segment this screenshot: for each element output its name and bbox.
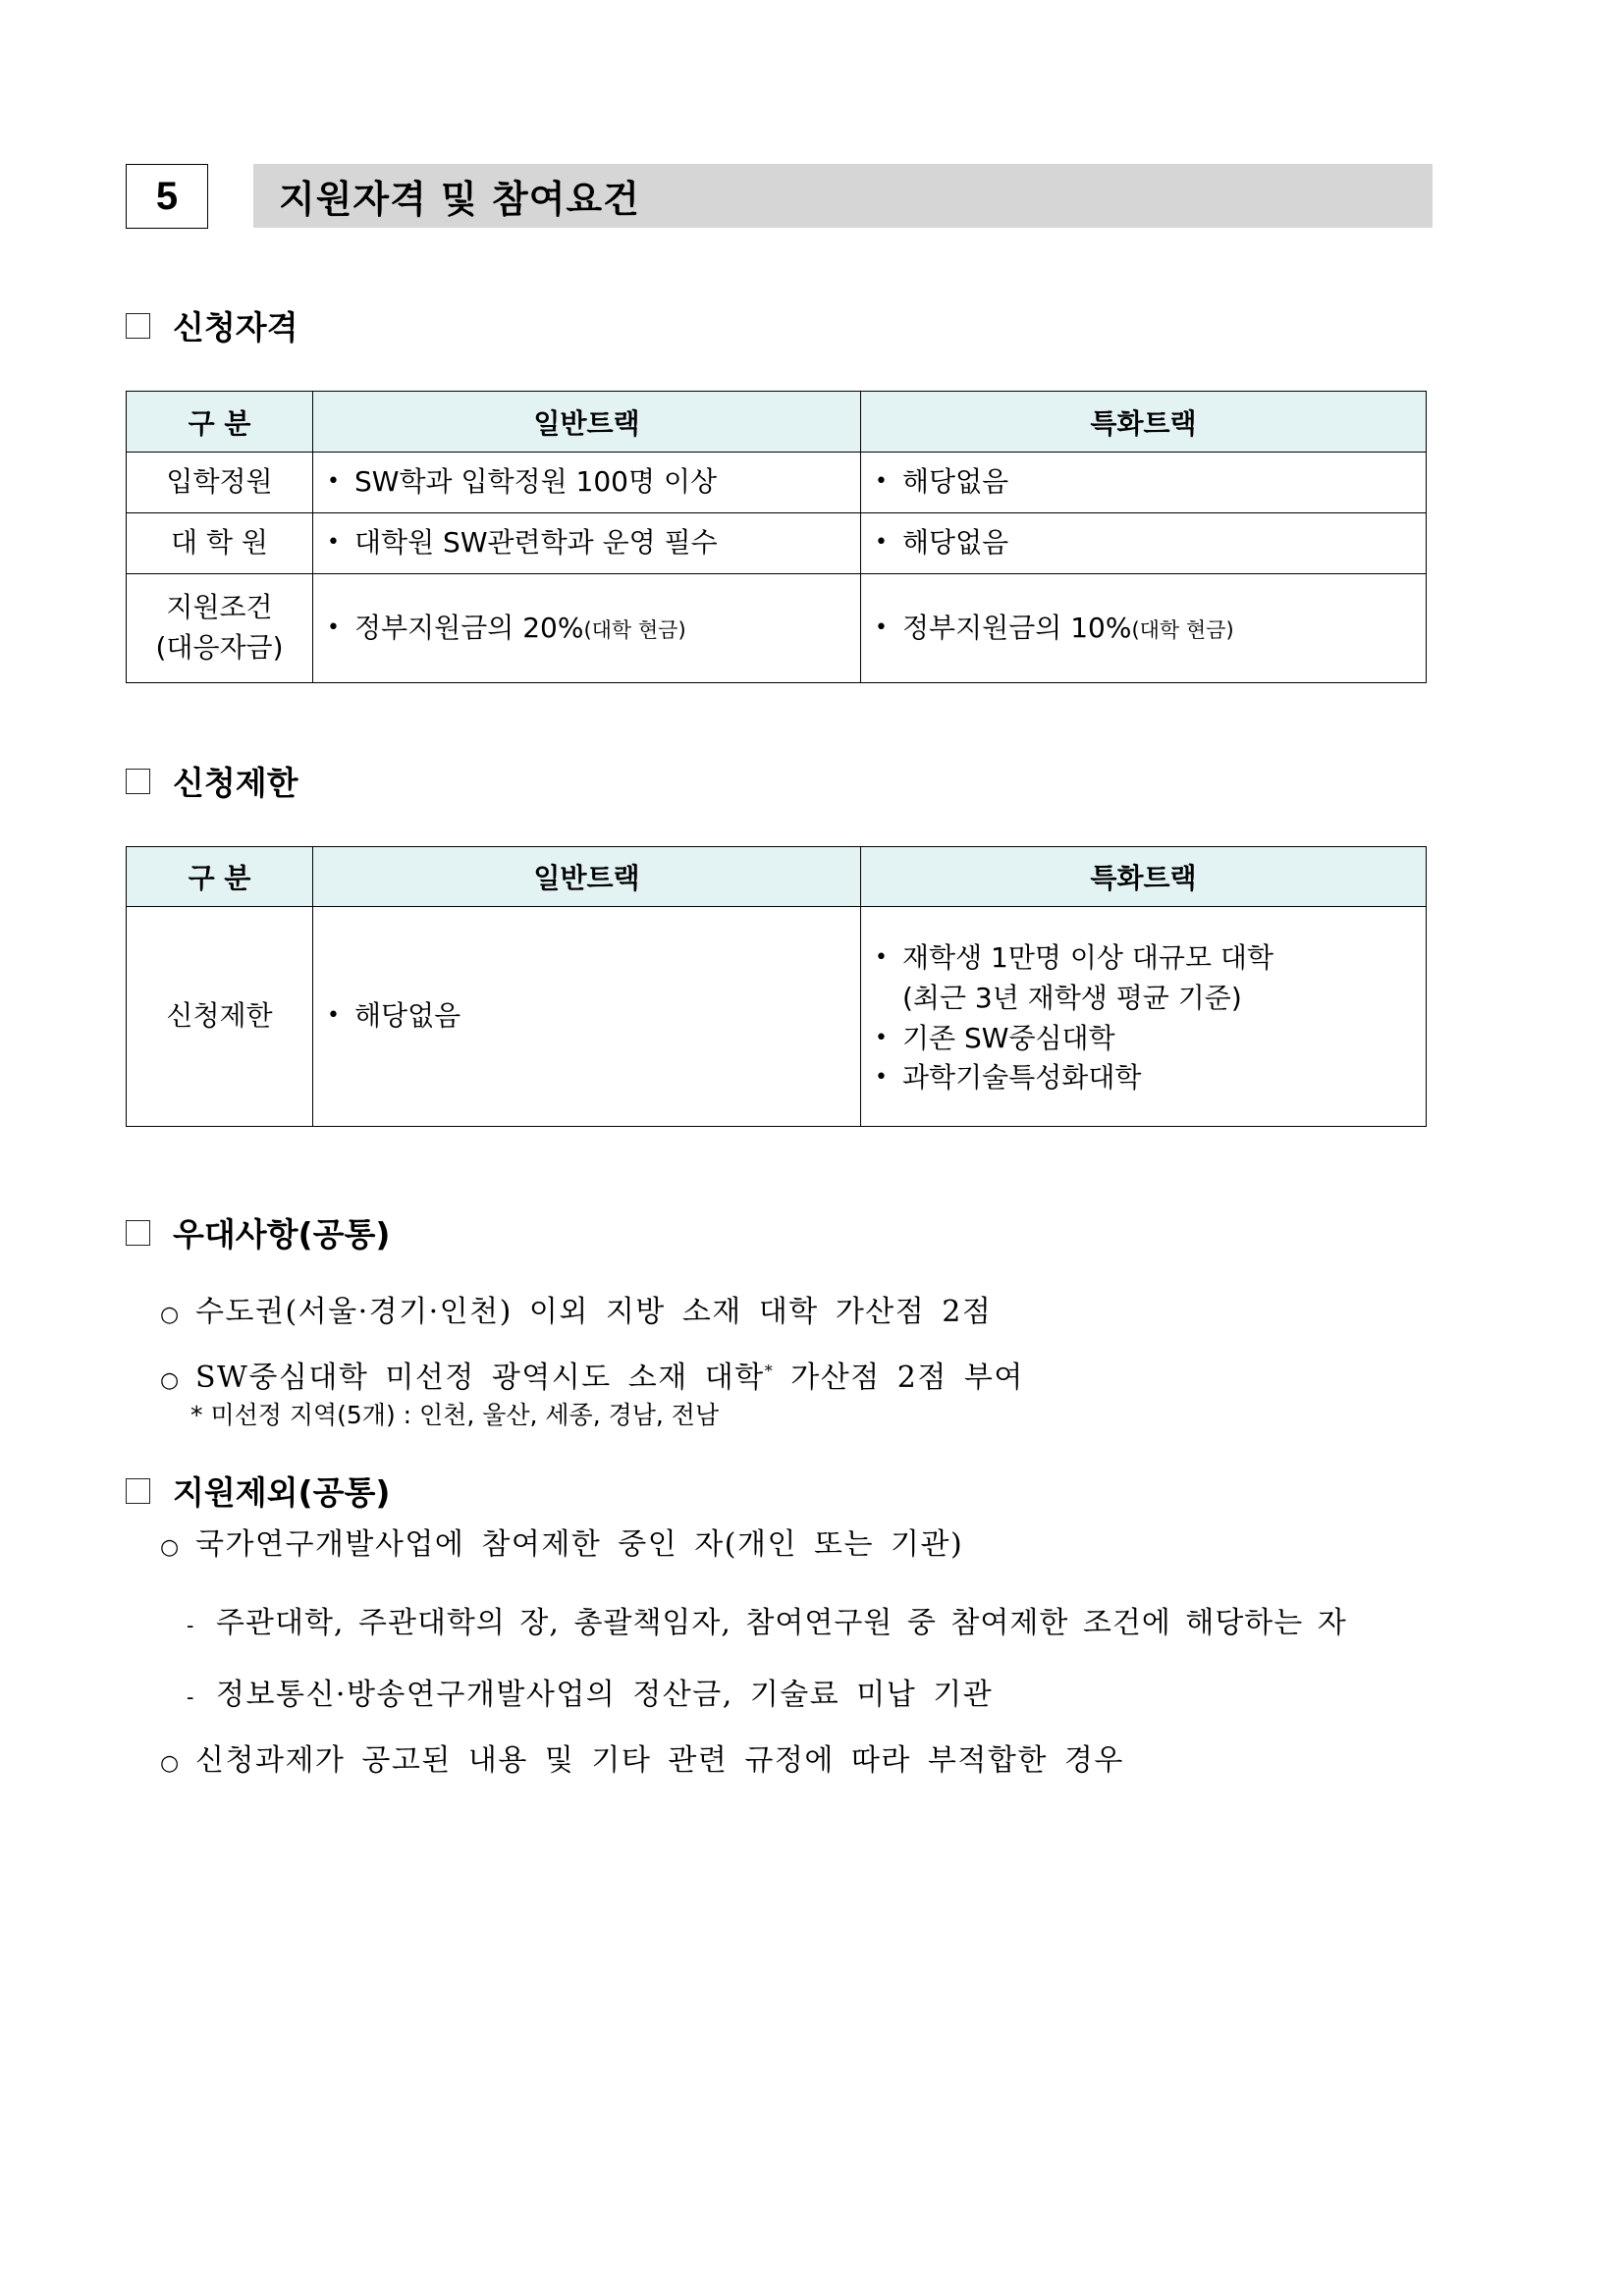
chapter-number: 5 [126, 164, 208, 229]
special-cell [861, 453, 1427, 513]
row-category: 신청제한 [127, 907, 313, 1127]
item-text: 신청과제가 공고된 내용 및 기타 관련 규정에 따라 부적합한 경우 [195, 1743, 1124, 1778]
bullet-icon: • [327, 1003, 340, 1029]
square-bullet-icon [126, 1220, 150, 1246]
exclusion-subitem [187, 1670, 993, 1713]
dash-icon: - [187, 1685, 195, 1710]
row-category [127, 574, 313, 683]
preference-item [160, 1287, 992, 1330]
table-header-row [127, 847, 1427, 907]
header-category: 구 분 [127, 847, 313, 907]
table-row [127, 513, 1427, 574]
preference-footnote: * 미선정 지역(5개) : 인천, 울산, 세종, 경남, 전남 [190, 1401, 720, 1429]
cell-note: (대학 현금) [1131, 617, 1234, 642]
special-cell [861, 907, 1427, 1127]
item-text: 주관대학, 주관대학의 장, 총괄책임자, 참여연구원 중 참여제한 조건에 해당하는 자 [216, 1606, 1347, 1640]
section-title: 신청자격 [173, 308, 298, 347]
category-line: (대응자금) [155, 631, 284, 664]
circle-bullet-icon: ○ [160, 1751, 181, 1776]
header-general-track: 일반트랙 [313, 392, 861, 453]
section-heading-restriction [126, 758, 298, 804]
header-special-track: 특화트랙 [861, 847, 1427, 907]
table-row [127, 453, 1427, 513]
item-text: 국가연구개발사업에 참여제한 중인 자(개인 또는 기관) [195, 1527, 964, 1562]
cell-text: 해당없음 [354, 999, 461, 1033]
cell-text: 기존 SW중심대학 [902, 1021, 1115, 1054]
item-text: SW중심대학 미선정 광역시도 소재 대학 [195, 1361, 765, 1395]
circle-bullet-icon: ○ [160, 1368, 181, 1393]
header-general-track: 일반트랙 [313, 847, 861, 907]
cell-text: 해당없음 [902, 465, 1009, 499]
bullet-icon: • [875, 945, 888, 971]
circle-bullet-icon: ○ [160, 1303, 181, 1327]
cell-text: 정부지원금의 20% [354, 611, 584, 644]
exclusion-item [160, 1520, 963, 1563]
section-heading-exclusion [126, 1468, 390, 1514]
bullet-icon: • [875, 1025, 888, 1050]
row-category: 대 학 원 [127, 513, 313, 574]
table-header-row [127, 392, 1427, 453]
footnote-marker: * [764, 1362, 775, 1380]
general-cell [313, 907, 861, 1127]
bullet-icon: • [875, 1065, 888, 1091]
cell-text: 재학생 1만명 이상 대규모 대학 [902, 941, 1273, 975]
cell-text-continuation: (최근 3년 재학생 평균 기준) [902, 981, 1242, 1014]
section-title: 신청제한 [173, 764, 298, 802]
table-row [127, 907, 1427, 1127]
restriction-table [126, 846, 1427, 1127]
bullet-icon: • [327, 469, 340, 495]
bullet-icon: • [327, 530, 340, 556]
header-special-track: 특화트랙 [861, 392, 1427, 453]
bullet-icon: • [875, 530, 888, 556]
category-line: 지원조건 [166, 591, 273, 624]
item-text: 정보통신·방송연구개발사업의 정산금, 기술료 미납 기관 [216, 1678, 994, 1712]
cell-note: (대학 현금) [583, 617, 686, 642]
chapter-title: 지원자격 및 참여요건 [253, 164, 1433, 228]
section-heading-preference [126, 1209, 390, 1255]
exclusion-subitem [187, 1598, 1347, 1641]
item-text: 가산점 2점 부여 [774, 1361, 1024, 1395]
square-bullet-icon [126, 769, 150, 794]
special-cell [861, 513, 1427, 574]
general-cell [313, 513, 861, 574]
circle-bullet-icon: ○ [160, 1535, 181, 1560]
bullet-icon: • [327, 614, 340, 640]
item-text: 수도권(서울·경기·인천) 이외 지방 소재 대학 가산점 2점 [195, 1295, 993, 1329]
section-heading-qualification [126, 302, 298, 348]
bullet-icon: • [875, 614, 888, 640]
dash-icon: - [187, 1614, 195, 1638]
special-cell [861, 574, 1427, 683]
general-cell [313, 453, 861, 513]
square-bullet-icon [126, 1478, 150, 1504]
preference-item [160, 1353, 1024, 1396]
exclusion-item [160, 1735, 1124, 1779]
cell-text: 정부지원금의 10% [902, 611, 1132, 644]
bullet-icon: • [875, 469, 888, 495]
table-row [127, 574, 1427, 683]
cell-text: SW학과 입학정원 100명 이상 [354, 465, 718, 499]
header-category: 구 분 [127, 392, 313, 453]
row-category: 입학정원 [127, 453, 313, 513]
general-cell [313, 574, 861, 683]
square-bullet-icon [126, 313, 150, 339]
cell-text: 대학원 SW관련학과 운영 필수 [354, 526, 718, 560]
section-title: 지원제외(공통) [173, 1473, 391, 1512]
section-title: 우대사항(공통) [173, 1215, 391, 1254]
qualification-table [126, 391, 1427, 683]
cell-text: 과학기술특성화대학 [902, 1061, 1142, 1095]
cell-text: 해당없음 [902, 526, 1009, 560]
